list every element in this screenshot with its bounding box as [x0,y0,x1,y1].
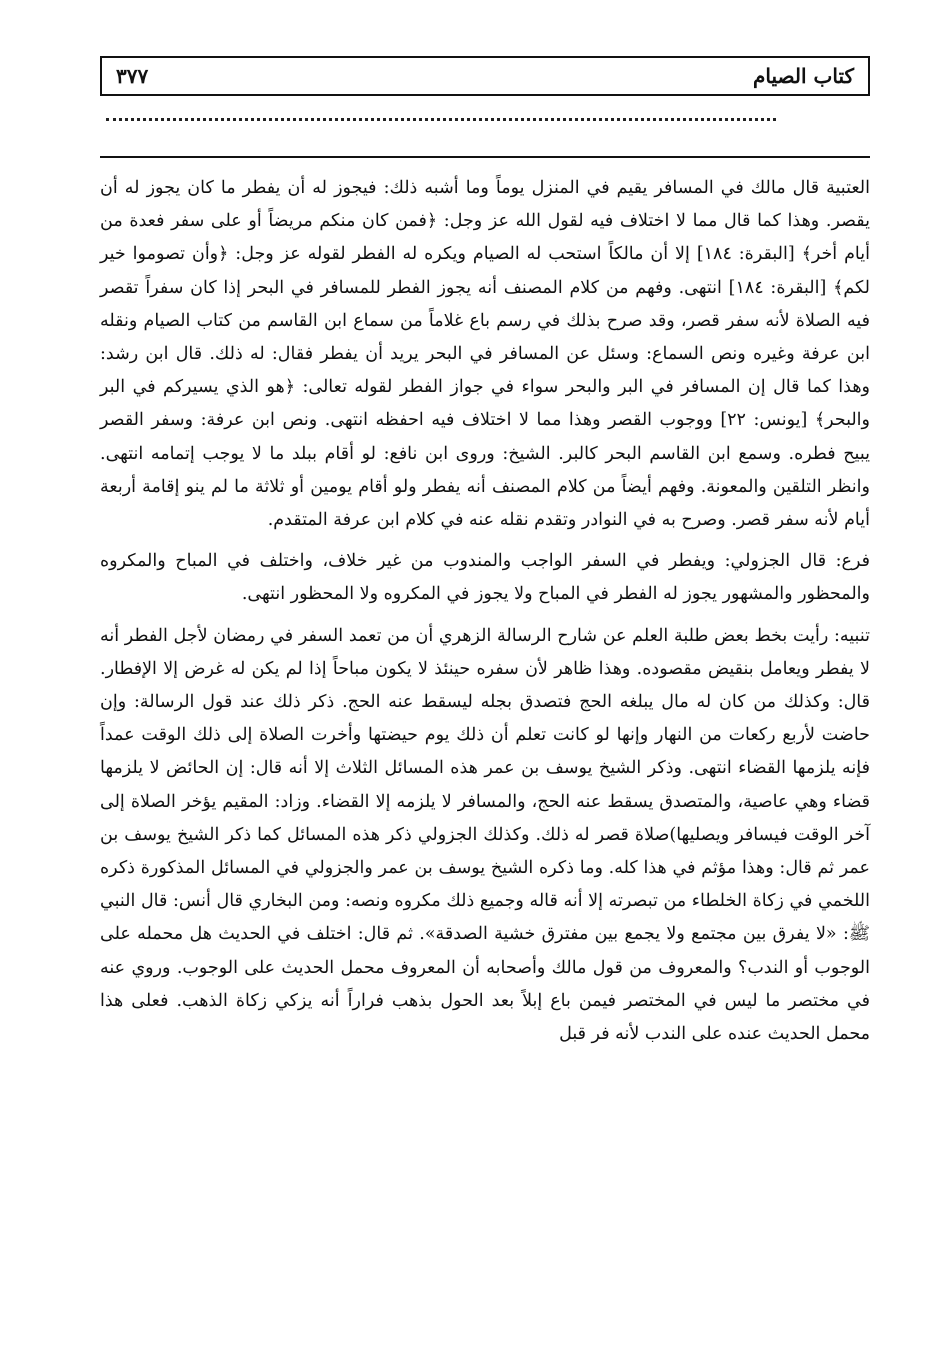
running-header [100,56,870,96]
horizontal-rule [100,156,870,158]
chapter-title: كتاب الصيام [753,64,854,88]
paragraph-far: فرع: قال الجزولي: ويفطر في السفر الواجب والمندوب من غير خلاف، واختلف في المباح والمكروه والمحظور والمشهور يجوز له الفطر في المباح ولا يجوز في المكروه ولا المحظور انتهى. [100,551,870,605]
paragraph-main: العتبية قال مالك في المسافر يقيم في المنزل يوماً وما أشبه ذلك: فيجوز له أن يفطر ما كان يجوز له أن يقصر. وهذا كما قال مما لا اختلاف فيه لقول الله عز وجل: ﴿فمن كان منكم مريضاً أو على سفر فعدة من أيام أخر﴾ [البقرة: ١٨٤] إلا أن مالكاً استحب له الصيام ويكره له الفطر لقوله عز وجل: ﴿وأن تصوموا خير لكم﴾ [البقرة: ١٨٤] انتهى. وفهم من كلام المصنف أنه يجوز الفطر للمسافر في البحر إذا كان سفراً تقصر فيه الصلاة لأنه سفر قصر، وقد صرح بذلك في رسم باع غلاماً من سماع ابن القاسم من كتاب الصيام ونقله ابن عرفة وغيره ونص السماع: وسئل عن المسافر في البحر يريد أن يفطر فقال: له ذلك. قال ابن رشد: وهذا كما قال إن المسافر في البر والبحر سواء في جواز الفطر لقوله تعالى: ﴿هو الذي يسيركم في البر والبحر﴾ [يونس: ٢٢] ووجوب القصر وهذا مما لا اختلاف فيه احفظه انتهى. ونص ابن عرفة: وسفر القصر يبيح فطره. وسمع ابن القاسم البحر كالبر. الشيخ: وروى ابن نافع: لو أقام ببلد ما لا يوجب إتمامه انتهى. وانظر التلقين والمعونة. وفهم أيضاً من كلام المصنف أنه يفطر ولو أقام يومين أو ثلاثة ما لم ينو إقامة أربعة أيام لأنه سفر قصر. وصرح به في النوادر وتقدم نقله عنه في كلام ابن عرفة المتقدم. [100,178,870,531]
page-body [100,172,870,1059]
book-page [100,52,880,1342]
page-number: ٣٧٧ [116,64,149,88]
dotted-separator [106,118,776,121]
paragraph-tanbih: تنبيه: رأيت بخط بعض طلبة العلم عن شارح الرسالة الزهري أن من تعمد السفر في رمضان لأجل الفطر أنه لا يفطر ويعامل بنقيض مقصوده. وهذا ظاهر لأن سفره حينئذ لا يكون مباحاً إذا لم يكن له غرض إلا الإفطار. قال: وكذلك من كان له مال يبلغه الحج فتصدق بجله ليسقط عنه الحج. ذكر ذلك عند قول الرسالة: وإن حاضت لأربع ركعات من النهار وإنها لو كانت تعلم أن ذلك يوم حيضتها وأخرت الصلاة إلى ذلك الوقت عمداً فإنه يلزمها القضاء انتهى. وذكر الشيخ يوسف بن عمر هذه المسائل الثلاث إلا أنه قال: إن الحائض لا يلزمها قضاء وهي عاصية، والمتصدق يسقط عنه الحج، والمسافر لا يلزمه إلا القضاء. وزاد: المقيم يؤخر الصلاة إلى آخر الوقت فيسافر ويصليها)صلاة قصر له ذلك. وكذلك الجزولي ذكر هذه المسائل كما ذكر الشيخ يوسف بن عمر ثم قال: وهذا مؤثم في هذا كله. وما ذكره الشيخ يوسف بن عمر والجزولي في المسائل المذكورة ذكره اللخمي في زكاة الخلطاء من تبصرته إلا أنه قاله وجميع ذلك مكروه ونصه: ومن البخاري قال أنس: قال النبي ﷺ: «لا يفرق بين مجتمع ولا يجمع بين مفترق خشية الصدقة». ثم قال: اختلف في الحديث هل محمله على الوجوب أو الندب؟ والمعروف من قول مالك وأصحابه أن المعروف محمل الحديث على الوجوب. وروي عنه في مختصر ما ليس في المختصر فيمن باع إبلاً بعد الحول بذهب فراراً أنه يزكي زكاة الذهب. فعلى هذا محمل الحديث عنده على الندب لأنه فر قبل [100,625,870,1045]
